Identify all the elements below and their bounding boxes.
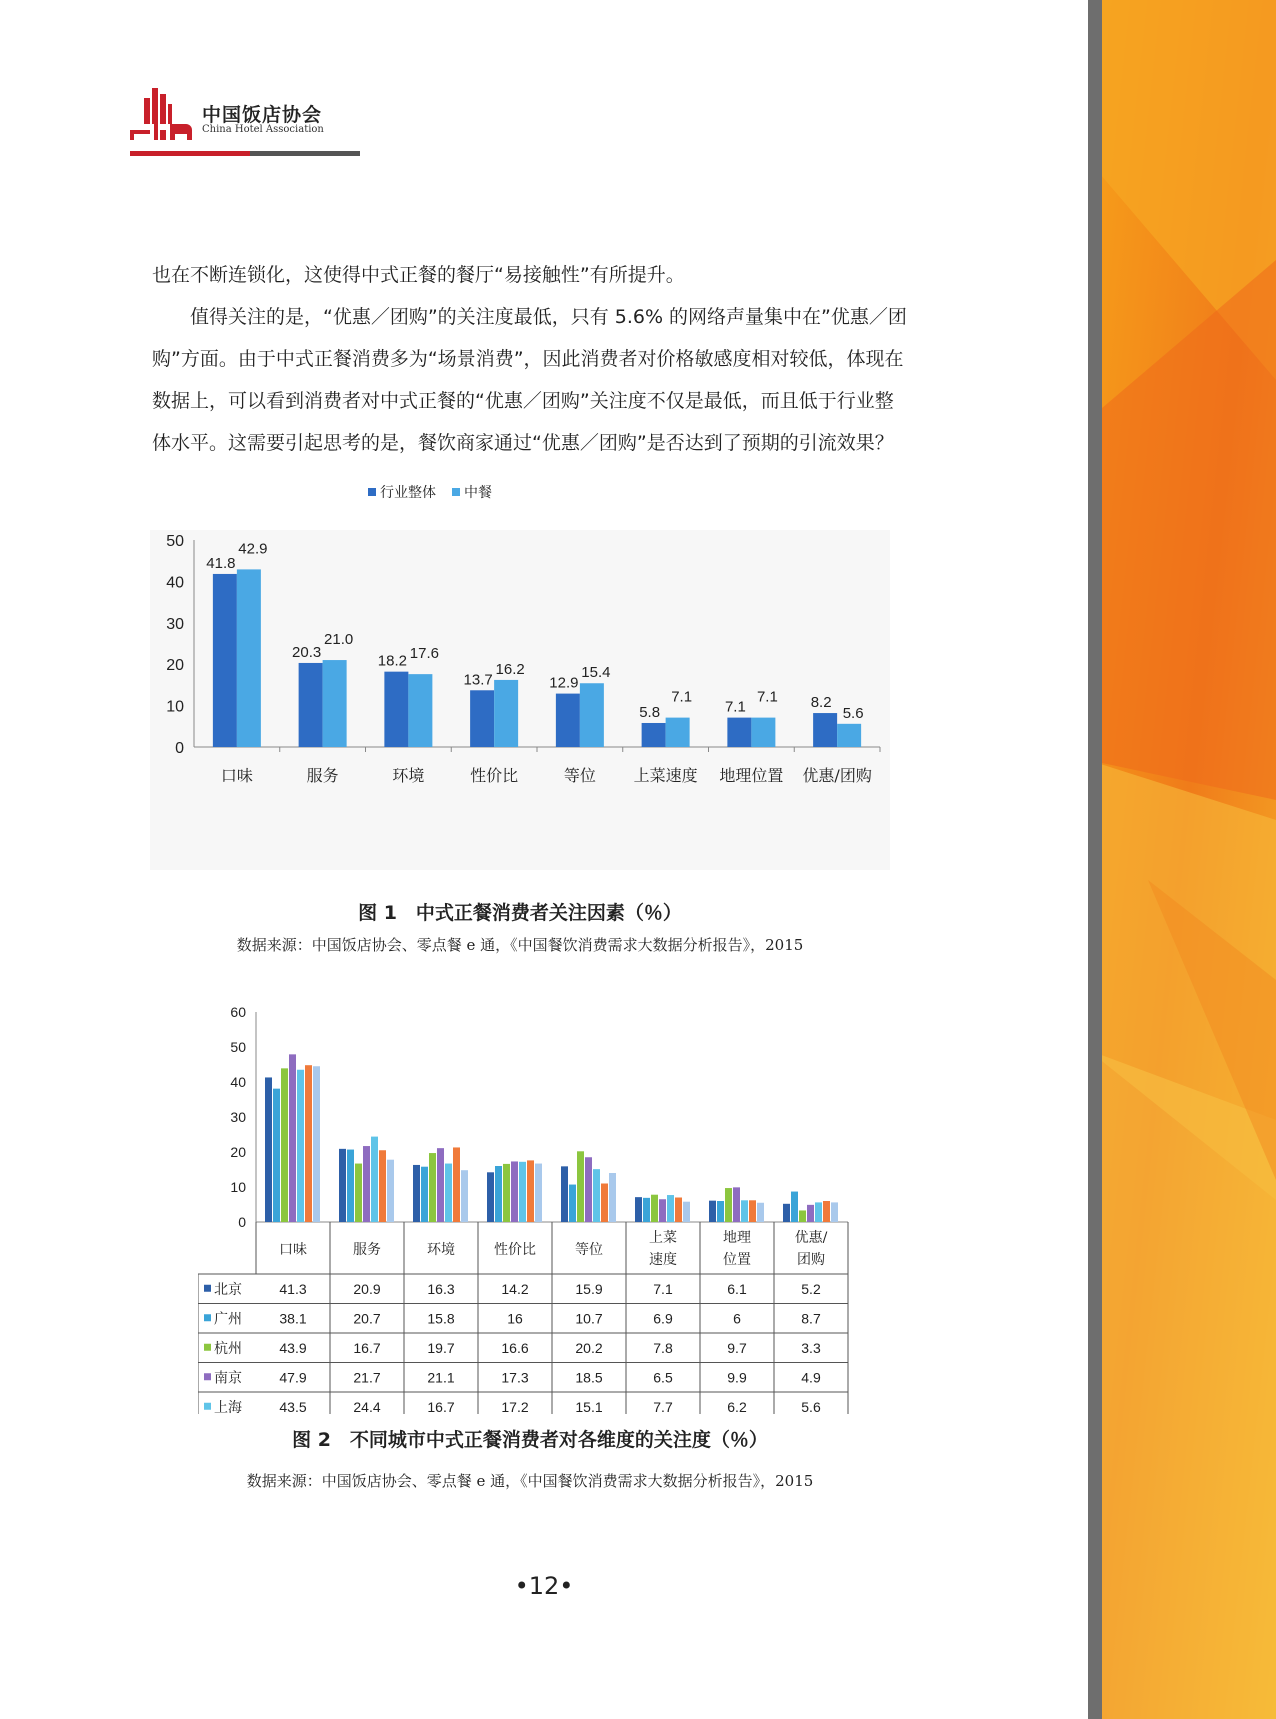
bar [339,1149,346,1222]
table-cell: 24.4 [353,1398,381,1414]
legend-label: 行业整体 [380,485,436,501]
legend-label: 杭州 [214,1340,242,1357]
bar [503,1164,510,1222]
legend-swatch [204,1314,211,1321]
table-cell: 6 [733,1310,741,1327]
bar [470,690,494,747]
table-cell: 5.6 [801,1398,821,1414]
bar [265,1077,272,1222]
y-tick-label: 0 [238,1214,246,1230]
table-header: 服务 [353,1242,381,1258]
figure-1-chart [150,485,890,870]
legend-swatch [204,1403,211,1410]
table-cell: 9.7 [727,1339,747,1356]
x-tick-label: 等位 [563,766,596,785]
page-number: •12• [514,1572,574,1600]
bar [831,1202,838,1222]
legend-label: 上海 [214,1399,242,1414]
body-paragraph-2: 值得关注的是，“优惠／团购”的关注度最低，只有 5.6% 的网络声量集中在”优惠／团购”方面。由于中式正餐消费多为“场景消费”，因此消费者对价格敏感度相对较低，体现在数据上，可以看到消费者对中式正餐的“优惠／团购”关注度不仅是最低，而且低于行业整体水平。这需要引起思考的是，餐饮商家通过“优惠／团购”是否达到了预期的引流效果？ [152,306,907,454]
bar [213,574,237,747]
bar [815,1202,822,1222]
side-gray-strip [1088,0,1102,1719]
figure-1-svg [150,530,890,870]
data-label: 15.4 [581,664,611,682]
y-tick-label: 20 [230,1144,246,1160]
y-tick-label: 50 [166,533,184,550]
table-header: 速度 [649,1252,677,1268]
legend-label: 北京 [214,1281,242,1298]
bar [609,1173,616,1222]
x-tick-label: 口味 [220,766,253,785]
table-cell: 16 [507,1310,523,1327]
table-cell: 20.9 [353,1280,381,1297]
bar [494,680,518,747]
bar [709,1201,716,1222]
table-cell: 5.2 [801,1280,821,1297]
bar [421,1167,428,1222]
bar [355,1164,362,1222]
table-cell: 6.5 [653,1369,673,1386]
figure-1-source: 数据来源：中国饭店协会、零点餐 e 通，《中国餐饮消费需求大数据分析报告》，2015 [236,936,804,954]
bar [408,674,432,747]
bar [281,1068,288,1222]
bar [799,1210,806,1222]
data-label: 17.6 [409,645,439,663]
legend-swatch [204,1344,211,1351]
data-label: 21.0 [324,631,354,649]
table-cell: 21.1 [427,1369,455,1386]
y-tick-label: 50 [230,1039,246,1055]
table-header: 上菜 [649,1230,677,1246]
org-name-en: China Hotel Association [202,124,324,135]
bar [666,718,690,747]
table-cell: 43.9 [279,1339,307,1356]
bar [733,1187,740,1222]
figure-1-caption: 图 1 中式正餐消费者关注因素（％） [358,902,682,924]
bar [445,1164,452,1222]
bar [487,1172,494,1222]
bar [791,1192,798,1222]
data-label: 8.2 [810,694,832,712]
bar [323,660,347,747]
x-tick-label: 优惠/团购 [802,766,872,785]
data-label: 5.8 [639,703,661,721]
legend-swatch [204,1373,211,1380]
header-rule-dark [250,151,360,156]
data-label: 20.3 [292,643,322,661]
y-tick-label: 30 [166,615,184,633]
table-cell: 17.3 [501,1369,529,1386]
bar [453,1147,460,1222]
legend-label: 广州 [214,1311,242,1328]
table-header: 环境 [427,1242,455,1258]
legend-swatch [452,488,460,496]
table-cell: 47.9 [279,1369,307,1386]
bar [635,1197,642,1222]
bar [511,1161,518,1222]
bar [601,1184,608,1223]
figure-2-source: 数据来源：中国饭店协会、零点餐 e 通，《中国餐饮消费需求大数据分析报告》，2015 [246,1472,814,1490]
x-tick-label: 环境 [392,766,425,785]
figure-2-svg [198,1000,852,1414]
table-header: 团购 [797,1252,825,1268]
y-tick-label: 10 [230,1179,246,1195]
bar [727,718,751,747]
table-cell: 19.7 [427,1339,455,1356]
bar [585,1157,592,1222]
bar [569,1185,576,1222]
bar [297,1070,304,1222]
bar [751,718,775,747]
bar [823,1201,830,1222]
data-label: 13.7 [463,671,493,689]
data-label: 7.1 [724,698,746,716]
bar [593,1169,600,1222]
table-header: 优惠/ [794,1230,828,1246]
bar [519,1162,526,1222]
bar [527,1160,534,1222]
table-header: 口味 [279,1242,307,1258]
bar [299,663,323,747]
bar [783,1204,790,1222]
bar [289,1054,296,1222]
bar [717,1201,724,1222]
data-label: 16.2 [495,660,525,678]
bar [273,1089,280,1222]
bar [642,723,666,747]
bar [363,1146,370,1222]
bar [305,1065,312,1222]
data-label: 7.1 [671,688,693,706]
table-cell: 16.7 [353,1339,381,1356]
table-cell: 4.9 [801,1369,821,1386]
table-cell: 7.7 [653,1398,673,1414]
table-cell: 14.2 [501,1280,529,1297]
figure-2-chart [198,1000,852,1414]
data-label: 5.6 [842,704,864,722]
bar [683,1202,690,1222]
table-cell: 43.5 [279,1398,307,1414]
legend-swatch [368,488,376,496]
bar [437,1148,444,1222]
data-label: 41.8 [206,554,236,572]
bar [807,1205,814,1222]
bar [535,1164,542,1222]
table-cell: 15.8 [427,1310,455,1327]
bar [580,683,604,747]
table-cell: 38.1 [279,1310,307,1327]
bar [413,1165,420,1222]
bar [556,694,580,747]
y-tick-label: 40 [230,1074,246,1090]
legend [368,480,668,506]
x-tick-label: 上菜速度 [633,766,698,785]
table-cell: 3.3 [801,1339,821,1356]
y-tick-label: 40 [166,574,184,592]
y-tick-label: 30 [230,1109,246,1125]
bar [561,1166,568,1222]
bar [741,1200,748,1222]
table-header: 等位 [575,1242,603,1258]
table-cell: 8.7 [801,1310,821,1327]
bar [675,1198,682,1223]
table-cell: 9.9 [727,1369,747,1386]
x-tick-label: 服务 [306,766,339,785]
legend-label: 南京 [214,1370,242,1387]
bar [659,1199,666,1222]
data-label: 7.1 [756,688,778,706]
bar [313,1066,320,1222]
table-cell: 15.9 [575,1280,603,1297]
y-tick-label: 0 [175,740,184,757]
bar [667,1195,674,1222]
data-label: 18.2 [377,652,407,670]
bar [384,672,408,747]
table-header: 性价比 [494,1242,536,1258]
bar [643,1198,650,1222]
bar [577,1151,584,1222]
legend-swatch [204,1285,211,1292]
table-cell: 20.7 [353,1310,381,1327]
data-label: 42.9 [238,540,268,558]
body-paragraph-1: 也在不断连锁化，这使得中式正餐的餐厅“易接触性”有所提升。 [152,264,685,286]
table-cell: 16.3 [427,1280,455,1297]
decorative-orange-band [1088,0,1276,1719]
x-tick-label: 地理位置 [719,766,784,785]
table-cell: 6.1 [727,1280,747,1297]
legend-label: 中餐 [464,485,492,501]
bar [347,1150,354,1222]
header-rule-red [130,151,250,156]
data-label: 12.9 [549,674,579,692]
bar [237,569,261,747]
x-tick-label: 性价比 [470,766,519,785]
bar [725,1188,732,1222]
table-cell: 10.7 [575,1310,603,1327]
bar [387,1160,394,1222]
bar [813,713,837,747]
y-tick-label: 60 [230,1004,246,1020]
bar [429,1153,436,1222]
bar [379,1150,386,1222]
table-cell: 18.5 [575,1369,603,1386]
table-cell: 7.8 [653,1339,673,1356]
table-cell: 20.2 [575,1339,603,1356]
table-header: 地理 [723,1230,751,1246]
table-cell: 41.3 [279,1280,307,1297]
table-cell: 17.2 [501,1398,529,1414]
cha-building-logo-icon [130,84,206,140]
bar [651,1195,658,1222]
table-cell: 7.1 [653,1280,673,1297]
bar [837,724,861,747]
bar [371,1137,378,1222]
y-tick-label: 10 [166,698,184,716]
bar [495,1166,502,1222]
bar [461,1170,468,1222]
bar [749,1200,756,1222]
table-cell: 6.9 [653,1310,673,1327]
table-cell: 15.1 [575,1398,603,1414]
table-cell: 16.7 [427,1398,455,1414]
table-cell: 21.7 [353,1369,381,1386]
bar [757,1203,764,1222]
table-header: 位置 [723,1252,751,1268]
table-cell: 16.6 [501,1339,529,1356]
y-tick-label: 20 [166,657,184,675]
table-cell: 6.2 [727,1398,747,1414]
org-name-cn: 中国饭店协会 [202,104,323,126]
figure-2-caption: 图 2 不同城市中式正餐消费者对各维度的关注度（％） [292,1429,768,1451]
